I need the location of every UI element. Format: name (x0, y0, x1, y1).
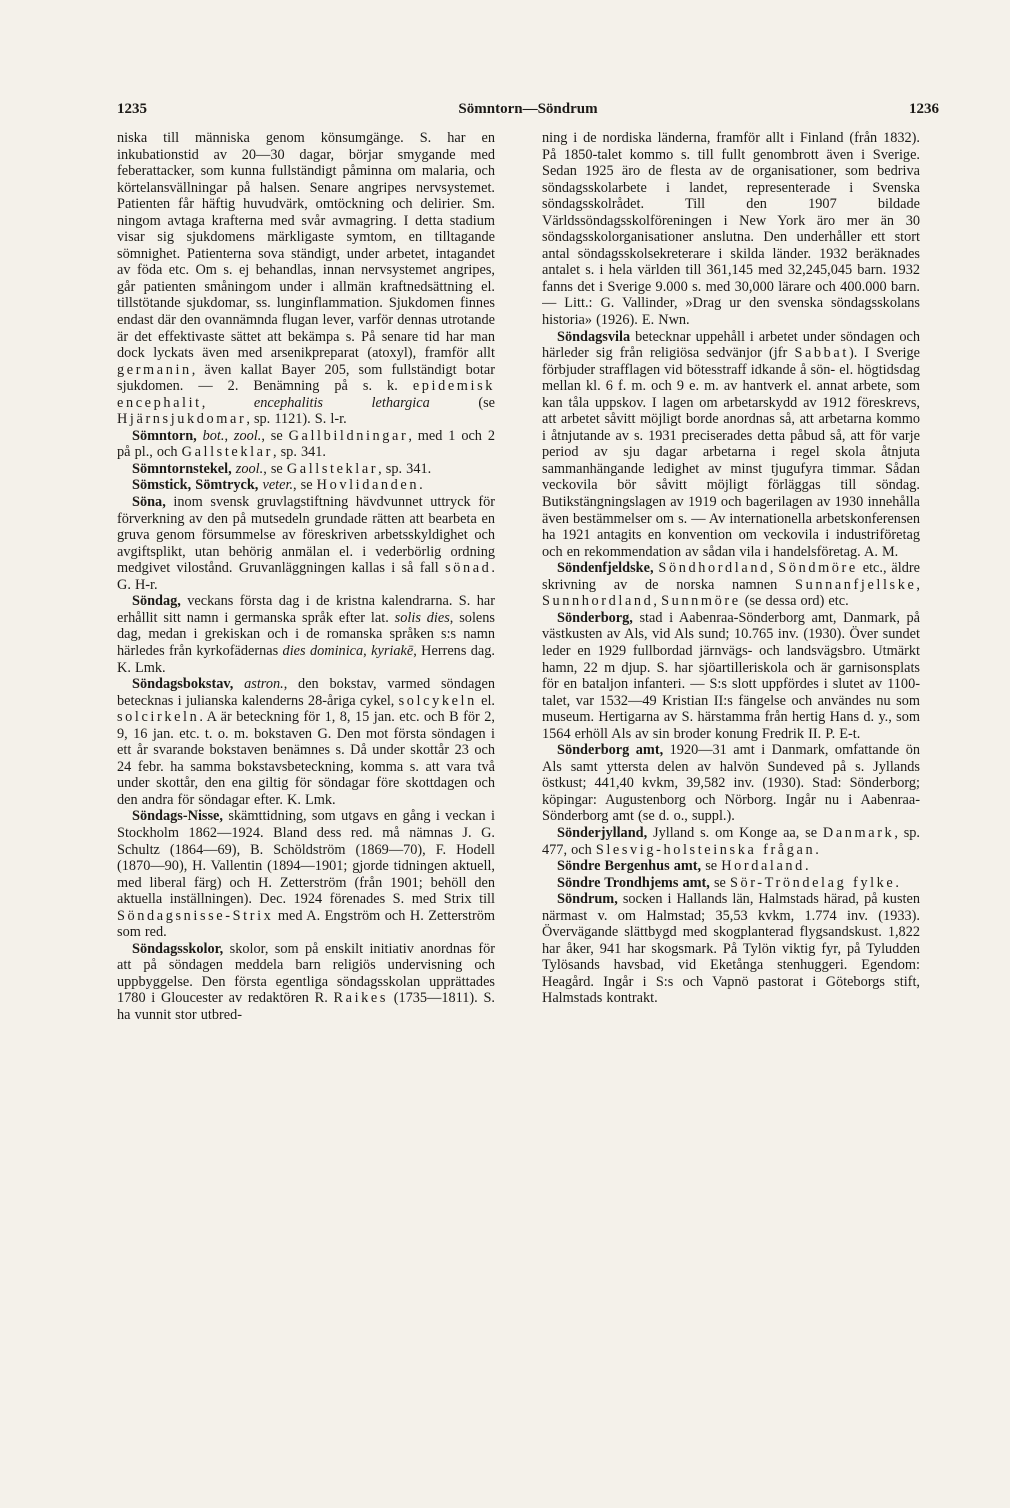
text-run: stad i Aabenraa-Sönderborg amt, Danmark, på västkusten av Als, vid Als sund; 10.765 inv. (1930). Över sundet leder en 1929 fullbordad järnvägs- och landsvägsbro. Utmärkt hamn, 22 m djup. S. har sjöartilleriskola och är garnisonsplats för en bataljon infanteri. — S:s slott uppfördes i slutet av 1100-talet, var 1532—49 Kristian II:s fängelse och användes nu som museum. Hertigarna av S. härstamma från hertig Hans d. y., som 1564 erhöll Als av sin broder konung Fredrik II. P. E-t. (542, 609, 920, 742)
entry-sondagsvila (542, 329, 920, 561)
italic-term: encephalitis lethargica (253, 394, 430, 411)
headword: Söndag, (132, 593, 181, 610)
text-run: , se (293, 477, 317, 494)
text-run: se (701, 858, 722, 875)
text-run: , solens dag, medan i grekiskan och i de romanska språken s:s namn härledes från kyrkofädernas (117, 609, 495, 659)
text-run: el. (476, 692, 495, 709)
page-header (117, 101, 939, 125)
text-run: , (916, 576, 920, 593)
text-run: . A är beteckning för 1, 8, 15 jan. etc. och B för 2, 9, 16 jan. etc. t. o. m. bokstaven G. Den mot första söndagen i ett år svarande bokstaven benämnes s. Då under skottår 23 och 24 febr. ha samma bokstavsbeteckning, komma s. att vara två under skottår, den ena giltig för söndagar före skottdagen och den andra för söndagar efter. K. Lmk. (117, 709, 495, 808)
entry-sondre-trondhjems (542, 875, 920, 892)
text-run: , se (263, 460, 287, 477)
italic-term: kyriakē (371, 642, 414, 659)
entry-sona (117, 494, 495, 593)
headword: Söndagsbokstav, (132, 676, 234, 693)
headword: Söndenfjeldske, (557, 560, 654, 577)
spaced-reference: Hjärnsjukdomar (117, 411, 247, 428)
spaced-reference: Danmark (822, 824, 895, 841)
text-run: . (804, 858, 809, 875)
spaced-reference: Gallbildningar (288, 427, 409, 444)
spaced-reference: Gallsteklar (181, 444, 273, 461)
spaced-reference: Slesvig-holsteinska frågan (595, 841, 816, 858)
text-run (233, 676, 244, 692)
text-run: , sp. 477, och (542, 824, 920, 858)
spaced-reference: Raikes (333, 990, 388, 1007)
entry-sonderborg (542, 610, 920, 742)
text-run: skolor, som på enskilt initiativ anordnas för att på söndagen meddela barn religiös undervisning och uppbyggelse. Den första egentliga söndagsskolan upprättades 1780 i Gloucester av redaktören R. (117, 940, 495, 1007)
text-run: inom svensk gruvlagstiftning hävdvunnet uttryck för förverkning av den på mutsedeln grundade rätten att bearbeta en gruva genom försummelse av föreskriven arbetsskyldighet och avgiftsplikt, utan behörig anmälan el. i vederbörlig ordning medgivet vilostånd. Gruvanläggningen kallas i så fall (117, 494, 495, 577)
entry-sondagsskolor (117, 941, 495, 1024)
text-run: med A. Engström och H. Zetterström som red. (117, 907, 495, 941)
text-run: , Herrens dag. K. Lmk. (117, 642, 495, 676)
text-run: ning i de nordiska länderna, framför allt i Finland (från 1832). På 1850-talet kommo s. till fullt genombrott även i Sverige. Sedan 1925 äro de flesta av de organisationer, som bedriva söndagsskolarbete i landet, representerade i Svenska söndagsskolrådet. Till den 1907 bildade Världssöndagsskolföreningen i New York äro mer än 30 söndagsskolorganisationer anslutna. Den underhåller ett stort antal söndagsskolsekreterare i skilda länder. 1932 beräknades antalet s. i hela världen till 361,145 med 32,245,045 barn. 1932 fanns det i Sverige 9.000 s. med 30,000 lärare och 400.000 barn. — Litt.: G. Vallinder, »Drag ur den svenska söndagsskolans historia» (1926). E. Nwn. (542, 130, 920, 329)
italic-term: veter. (262, 477, 294, 494)
text-run: . (419, 477, 423, 494)
text-run: niska till människa genom könsumgänge. S. har en inkubationstid av 20—30 dagar, börjar smygande med feberattacker, som kunna fullständigt påminna om malaria, och körtelansvällningar på halsen. Senare angripes nervsystemet. Patienten får häftig huvudvärk, omtöckning och delirier. Sm. ningom avtaga krafterna med svår avmagring. I detta stadium visar sig sjukdomens märkligaste symtom, en tilltagande sömnighet. Patienterna sova ständigt, under arbetet, intagandet av föda etc. Om s. ej behandlas, innan nervsystemet angripes, går patienten småningom under i allmän kraftnedsättning el. tillstötande sjukdomar, ss. lunginflammation. Sjukdomen finnes endast där den ovannämnda flugan lever, varför dennas utrotande är det effektivaste sättet att bekämpa s. På senare tid har man dock lyckats även med arsenikpreparat (atoxyl), framför allt (117, 130, 495, 362)
text-run: skämttidning, som utgavs en gång i veckan i Stockholm 1862—1924. Bland dess red. må nämnas J. G. Schultz (1864—69), B. Schöldström (1869—70), F. Hodell (1870—90), H. Vallentin (1894—1901; gjorde tidningen aktuell, med liberal färg) och H. Zetterström (från 1901; behöll den aktuella inställningen). Dec. 1924 förenades S. med Strix till (117, 808, 495, 908)
text-run: se (709, 874, 730, 891)
italic-term: astron. (244, 676, 284, 693)
headword: Söndags-Nisse, (132, 808, 223, 825)
headword: Söndre Bergenhus amt, (557, 858, 702, 875)
entry-sondrum (542, 891, 920, 1007)
text-run: , (769, 560, 779, 577)
left-column (117, 130, 495, 1290)
spaced-reference: germanin (117, 361, 192, 378)
text-run: , se (261, 427, 289, 444)
spaced-reference: Sunnanfjellske (795, 576, 917, 593)
spaced-reference: Söndhordland (658, 560, 770, 577)
spaced-reference: Gallsteklar (286, 460, 379, 477)
text-run: , även kallat Bayer 205, som fullständigt botar sjukdomen. — 2. Benämning på s. k. (117, 361, 495, 395)
entry-sondre-bergenhus (542, 858, 920, 875)
text-run: . (815, 841, 819, 858)
entry-sonderborg-amt (542, 742, 920, 825)
entry-continuation-right (542, 130, 920, 329)
text-run: 1920—31 amt i Danmark, omfattande ön Als samt yttersta delen av halvön Sundeved på s. Jyllands östkust; 441,40 kvkm, 39,582 inv. (1930). Stad: Sönderborg; köpingar: Augustenborg och Nörborg. Ingår nu i Aabenraa-Sönderborg amt (se d. o., suppl.). (542, 742, 920, 825)
text-run: . G. H-r. (117, 560, 495, 593)
headword: Söna, (132, 494, 166, 511)
headword: Sömntorn, (132, 427, 197, 444)
headword: Sömntornstekel, (132, 460, 232, 477)
entry-sonderjylland (542, 825, 920, 858)
text-run: , sp. 341. (378, 460, 432, 477)
text-run: (se dessa ord) etc. (740, 593, 849, 610)
spaced-reference: Hordaland (721, 858, 805, 875)
text-run: socken i Hallands län, Halmstads härad, på kusten närmast v. om Halmstad; 35,53 kvkm, 1.774 inv. (1933). Övervägande slättbygd med skogplanterad flygsandskust. 1,822 har åker, 941 har skogsmark. På Tylön viktig fyr, på Tyludden Tylösands havsbad, vid Eketånga stenhuggeri. Egendom: Heagård. Ingår i S:s och Vapnö pastorat i Göteborgs stift, Halmstads kontrakt. (542, 891, 920, 1007)
spaced-reference: sönad (445, 560, 492, 577)
italic-term: dies dominica (282, 642, 364, 659)
entry-sondagsbokstav (117, 676, 495, 808)
spaced-reference: Hovlidanden (316, 477, 420, 494)
page-number-left: 1235 (117, 101, 147, 117)
text-run: betecknar uppehåll i arbetet under söndagen och härleder sig från religiösa sedvänjor (jfr (542, 328, 920, 362)
text-run: , (653, 593, 662, 610)
spaced-reference: Sabbat (794, 345, 849, 362)
text-run: veckans första dag i de kristna kalendrarna. S. har erhållit sitt namn i germanska språk efter lat. (117, 593, 495, 626)
text-run: , med 1 och 2 på pl., och (117, 427, 495, 461)
italic-term: zool. (235, 460, 264, 477)
text-run: ). I Sverige förbjuder strafflagen vid bötesstraff idkande å sön- el. högtidsdag mellan kl. 6 f. m. och 9 e. m. av hantverk el. annat arbete, som kan tåla uppskov. I lagen om arbetarskydd av 1912 föreskrevs, att arbetet såvitt möjligt borde anordnas så, att arbetarna kommo i åtnjutande av s. 1931 preciserades detta påbud så, att för varje period av sju dagar arbetarna i regel skola åtnjuta sammanhängande ledighet av minst tjugufyra timmar. Sådan veckovila bör såvitt möjligt förläggas till söndag. Butikstängningslagen av 1919 och bagerilagen av 1930 innehålla även bestämmelser om s. — Av internationella arbetskonferensen ha 1921 antagits en konvention om veckovila i industriföretag och en rekommendation av sådan vila i handelsföretag. A. M. (542, 345, 920, 560)
text-run: etc., äldre skrivning av de norska namnen (542, 560, 920, 593)
headword: Sömstick, Sömtryck, (132, 477, 259, 494)
spaced-reference: Sör-Tröndelag fylke (729, 874, 896, 891)
text-run: , sp. 341. (272, 444, 326, 461)
spaced-reference: Sunnhordland (542, 593, 654, 610)
text-run: , den bokstav, varmed söndagen betecknas i julianska kalenderns 28-åriga cykel, (117, 676, 495, 709)
entry-sondag (117, 593, 495, 676)
headword: Söndagsvila (557, 328, 631, 345)
spaced-reference: epidemisk encephalit (117, 378, 495, 411)
page-number-right: 1236 (909, 101, 939, 117)
entry-sondenfjeldske (542, 560, 920, 610)
text-run: , (363, 642, 372, 659)
headword: Söndagsskolor, (132, 940, 224, 957)
entry-somntornstekel (117, 461, 495, 478)
spaced-reference: Söndmöre (778, 560, 858, 577)
headword: Sönderborg amt, (557, 742, 664, 759)
spaced-reference: Söndagsnisse-Strix (117, 907, 274, 924)
entry-somntorn (117, 428, 495, 461)
running-head: Sömntorn—Söndrum (458, 101, 598, 117)
spaced-reference: solcirkeln (117, 709, 200, 726)
text-run: , sp. 1121). S. l-r. (246, 411, 347, 428)
text-run: Jylland s. om Konge aa, se (647, 824, 823, 841)
headword: Sönderborg, (557, 609, 633, 626)
spaced-reference: Sunnmöre (661, 593, 741, 610)
italic-term: zool. (233, 427, 262, 444)
text-run: (se (429, 394, 495, 411)
text-run: (1735—1811). S. ha vunnit stor utbred- (117, 990, 495, 1023)
entry-continuation (117, 130, 495, 428)
spaced-reference: solcykeln (398, 692, 477, 709)
italic-term: solis dies (394, 609, 450, 626)
text-run: , (201, 394, 254, 411)
right-column (542, 130, 920, 1290)
text-run: . (895, 874, 899, 891)
headword: Sönderjylland, (557, 824, 648, 841)
entry-somstick (117, 477, 495, 494)
text-run: , (224, 427, 234, 444)
entry-sondags-nisse (117, 808, 495, 940)
headword: Söndre Trondhjems amt, (557, 874, 710, 891)
italic-term: bot. (202, 427, 225, 444)
headword: Söndrum, (557, 891, 618, 908)
